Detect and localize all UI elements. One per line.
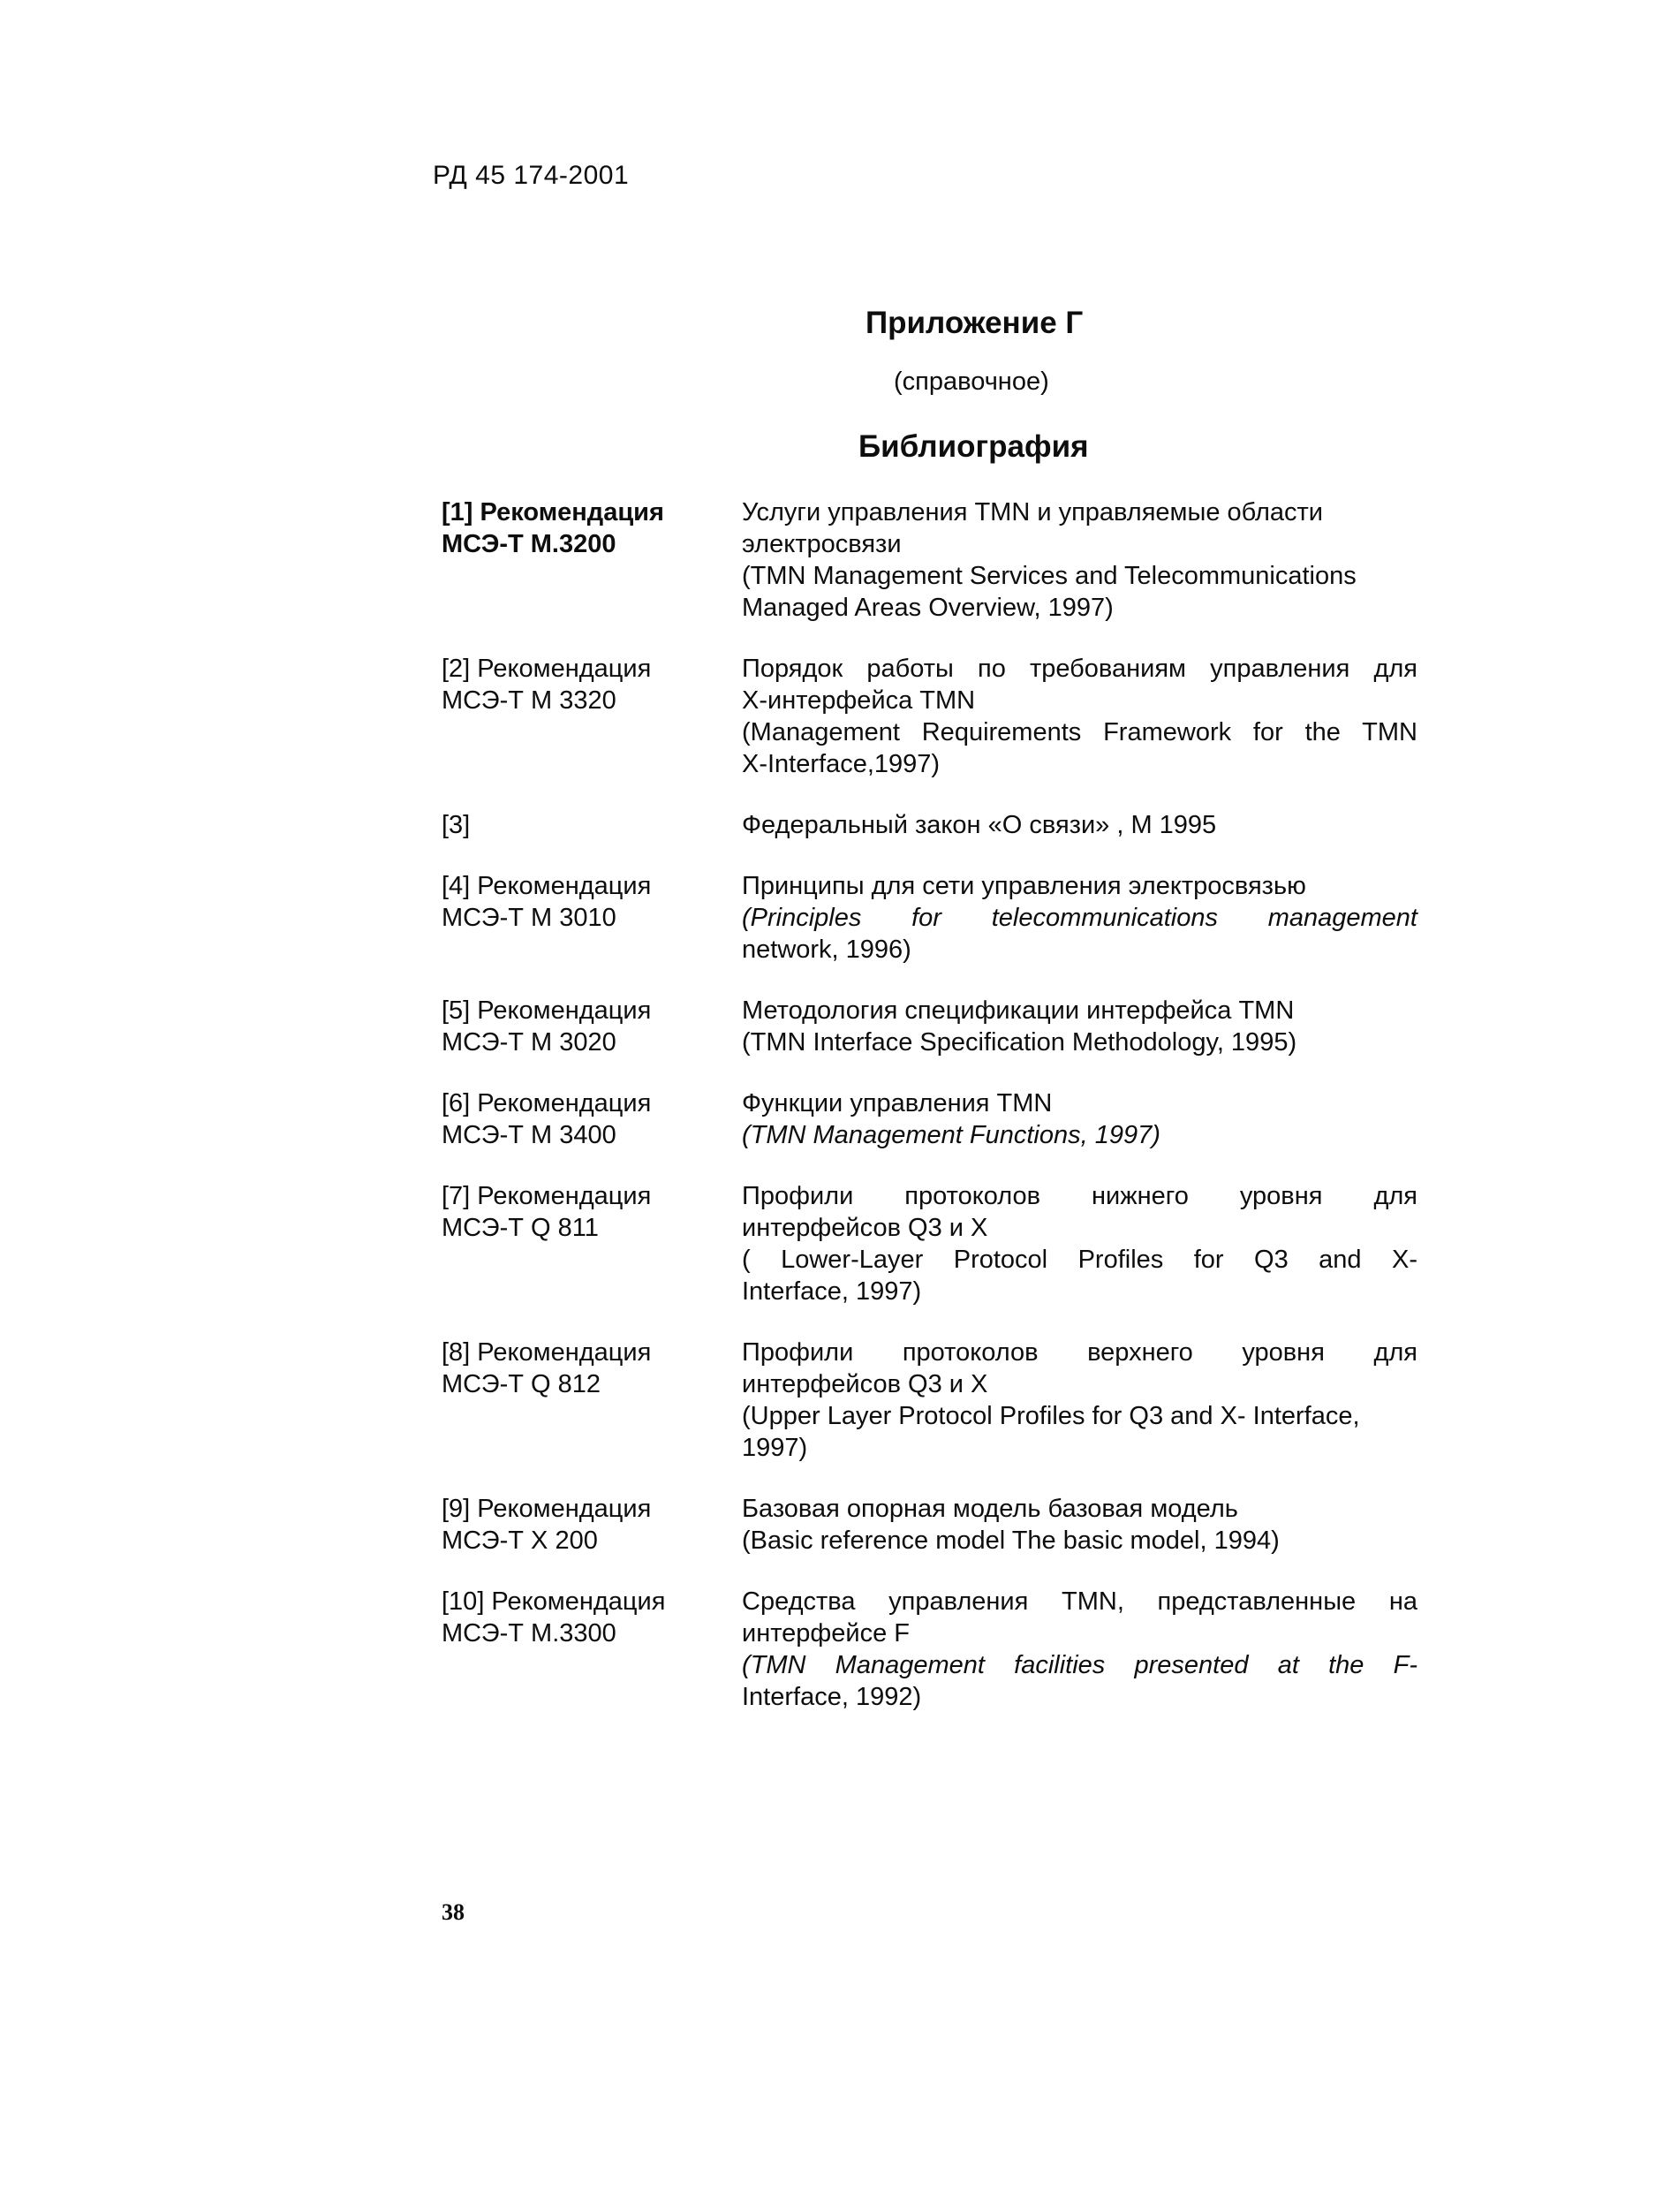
entry-description — [742, 1087, 1417, 1151]
entry-desc-line: ( Lower-Layer Protocol Profiles for Q3 and X- — [742, 1246, 1417, 1274]
entry-desc-line: (Basic reference model The basic model, 1994) — [742, 1526, 1280, 1555]
entry-ref-code: МСЭ-Т М 3010 — [442, 904, 616, 932]
entry-desc-line: (Management Requirements Framework for the TMN — [742, 718, 1417, 746]
bibliography-entry — [442, 1180, 1417, 1307]
entry-reference — [442, 496, 742, 624]
bibliography-entry — [442, 995, 1417, 1058]
entry-ref-code: МСЭ-Т М 3400 — [442, 1121, 616, 1149]
entry-ref-number: [10] Рекомендация — [442, 1587, 666, 1616]
entry-reference — [442, 995, 742, 1058]
entry-reference — [442, 1337, 742, 1464]
entry-ref-code: МСЭ-Т Q 811 — [442, 1214, 599, 1242]
entry-desc-line: Профили протоколов нижнего уровня для — [742, 1182, 1417, 1210]
entry-description — [742, 1493, 1417, 1557]
entry-desc-line: Федеральный закон «О связи» , М 1995 — [742, 811, 1217, 839]
entry-reference — [442, 809, 742, 841]
entry-desc-line: (TMN Management Functions, 1997) — [742, 1121, 1160, 1149]
entry-desc-line: Interface, 1992) — [742, 1683, 922, 1711]
bibliography-entry — [442, 1493, 1417, 1557]
page-number: 38 — [442, 1899, 465, 1925]
entry-desc-line: Профили протоколов верхнего уровня для — [742, 1338, 1417, 1367]
entry-desc-line: Interface, 1997) — [742, 1277, 922, 1306]
entry-desc-line: 1997) — [742, 1434, 808, 1462]
entry-ref-code: МСЭ-Т М.3200 — [442, 530, 616, 558]
entry-reference — [442, 1586, 742, 1713]
entry-description — [742, 995, 1417, 1058]
entry-description — [742, 1337, 1417, 1464]
bibliography-entry — [442, 809, 1417, 841]
entry-description — [742, 809, 1417, 841]
bibliography-entry — [442, 1087, 1417, 1151]
entry-desc-line: (TMN Management facilities presented at the F- — [742, 1651, 1417, 1679]
entry-ref-code: МСЭ-Т М.3300 — [442, 1619, 616, 1648]
entry-desc-line: network, 1996) — [742, 936, 911, 964]
bibliography-entry — [442, 653, 1417, 780]
entry-ref-code: МСЭ-Т М 3020 — [442, 1028, 616, 1057]
entry-desc-line: Порядок работы по требованиям управления для — [742, 655, 1417, 683]
entry-ref-number: [4] Рекомендация — [442, 872, 652, 900]
entry-desc-line: Функции управления TMN — [742, 1089, 1053, 1117]
entry-ref-number: [3] — [442, 811, 471, 839]
entry-ref-number: [6] Рекомендация — [442, 1089, 652, 1117]
bibliography-list — [442, 496, 1417, 1742]
entry-desc-line: Managed Areas Overview, 1997) — [742, 594, 1114, 622]
entry-description — [742, 653, 1417, 780]
entry-description — [742, 1180, 1417, 1307]
entry-desc-line: X-Interface,1997) — [742, 750, 941, 778]
entry-ref-code: МСЭ-Т X 200 — [442, 1526, 598, 1555]
entry-desc-line: (Principles for telecommunications management — [742, 904, 1417, 932]
entry-desc-line: электросвязи — [742, 530, 902, 558]
entry-description — [742, 870, 1417, 966]
entry-desc-line: Услуги управления TMN и управляемые области — [742, 498, 1323, 526]
entry-desc-line: интерфейсе F — [742, 1619, 911, 1648]
entry-desc-line: X-интерфейса TMN — [742, 686, 976, 715]
entry-description — [742, 1586, 1417, 1713]
entry-desc-line: интерфейсов Q3 и X — [742, 1370, 988, 1398]
bibliography-entry — [442, 870, 1417, 966]
entry-desc-line: интерфейсов Q3 и X — [742, 1214, 988, 1242]
entry-desc-line: Средства управления TMN, представленные на — [742, 1587, 1417, 1616]
entry-reference — [442, 1180, 742, 1307]
bibliography-entry — [442, 496, 1417, 624]
entry-reference — [442, 870, 742, 966]
entry-ref-number: [2] Рекомендация — [442, 655, 652, 683]
entry-ref-number: [5] Рекомендация — [442, 996, 652, 1025]
entry-desc-line: Базовая опорная модель базовая модель — [742, 1495, 1238, 1523]
document-code: РД 45 174-2001 — [433, 161, 630, 190]
bibliography-entry — [442, 1337, 1417, 1464]
entry-desc-line: (TMN Interface Specification Methodology, 1995) — [742, 1028, 1297, 1057]
entry-desc-line: (TMN Management Services and Telecommunications — [742, 562, 1357, 590]
entry-desc-line: (Upper Layer Protocol Profiles for Q3 and X- Interface, — [742, 1402, 1360, 1430]
entry-ref-code: МСЭ-Т Q 812 — [442, 1370, 601, 1398]
appendix-title: Приложение Г — [866, 306, 1084, 340]
bibliography-entry — [442, 1586, 1417, 1713]
entry-reference — [442, 1493, 742, 1557]
appendix-type: (справочное) — [894, 367, 1049, 396]
entry-reference — [442, 1087, 742, 1151]
entry-ref-number: [7] Рекомендация — [442, 1182, 652, 1210]
entry-reference — [442, 653, 742, 780]
entry-ref-number: [1] Рекомендация — [442, 498, 664, 526]
bibliography-title: Библиография — [858, 429, 1089, 464]
entry-description — [742, 496, 1417, 624]
entry-ref-code: МСЭ-Т М 3320 — [442, 686, 616, 715]
entry-desc-line: Принципы для сети управления электросвязью — [742, 872, 1306, 900]
entry-desc-line: Методология спецификации интерфейса TMN — [742, 996, 1295, 1025]
entry-ref-number: [9] Рекомендация — [442, 1495, 652, 1523]
entry-ref-number: [8] Рекомендация — [442, 1338, 652, 1367]
